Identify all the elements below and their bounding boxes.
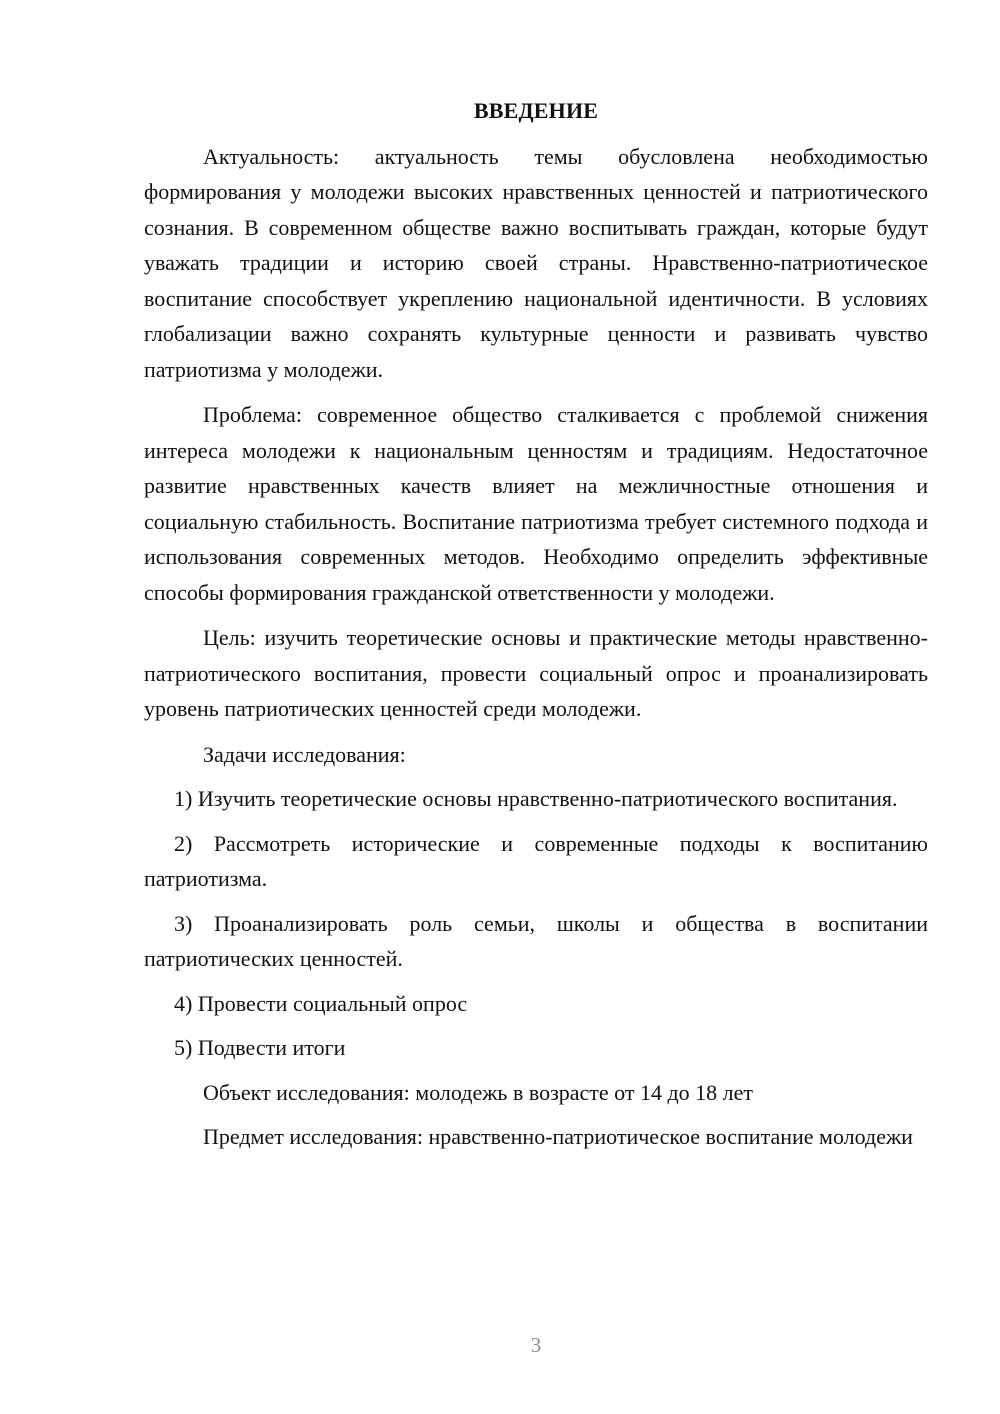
task-item-2: 2) Рассмотреть исторические и современные подходы к воспитанию патриотизма.	[144, 830, 928, 891]
page-title: ВВЕДЕНИЕ	[473, 98, 599, 123]
task-item-4: 4) Провести социальный опрос	[174, 990, 468, 1016]
paragraph-subject: Предмет исследования: нравственно-патриотическое воспитание молодежи	[203, 1124, 913, 1149]
page-number: 3	[530, 1333, 542, 1357]
paragraph-problem: Проблема: современное общество сталкивается с проблемой снижения интереса молодежи к национальным ценностям и традициям. Недостаточное развитие нравственных качеств влияет на межличностные отношения и социальную стабильность. Воспитание патриотизма требует системного подхода и использования современных методов. Необходимо определить эффективные способы формирования гражданской ответственности у молодежи.	[144, 402, 928, 605]
paragraph-goal: Цель: изучить теоретические основы и практические методы нравственно-патриотического воспитания, провести социальный опрос и проанализировать уровень патриотических ценностей среди молодежи.	[144, 625, 928, 721]
tasks-heading: Задачи исследования:	[203, 741, 406, 767]
page-content	[144, 93, 928, 1155]
paragraph-relevance: Актуальность: актуальность темы обусловлена необходимостью формирования у молодежи высоких нравственных ценностей и патриотического сознания. В современном обществе важно воспитывать граждан, которые будут уважать традиции и историю своей страны. Нравственно-патриотическое воспитание способствует укреплению национальной идентичности. В условиях глобализации важно сохранять культурные ценности и развивать чувство патриотизма у молодежи.	[144, 143, 928, 382]
paragraph-object: Объект исследования: молодежь в возрасте от 14 до 18 лет	[203, 1079, 754, 1105]
task-item-5: 5) Подвести итоги	[174, 1035, 346, 1060]
task-item-3: 3) Проанализировать роль семьи, школы и общества в воспитании патриотических ценностей.	[144, 910, 928, 971]
task-item-1: 1) Изучить теоретические основы нравственно-патриотического воспитания.	[174, 786, 898, 811]
